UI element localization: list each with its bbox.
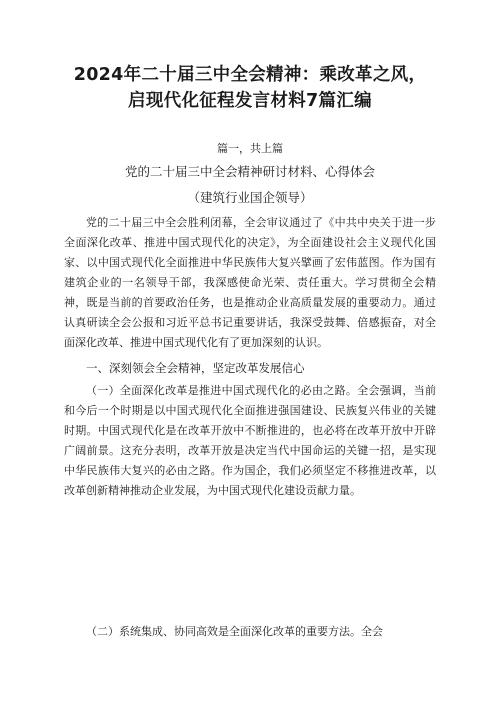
body-paragraph-1: 党的二十届三中全会胜利闭幕，全会审议通过了《中共中央关于进一步全面深化改革、推进中国式现代化的决定》，为全面建设社会主义现代化国家、以中国式现代化全面推进中华民族伟大复兴擘画了宏伟蓝图。作为国有建筑企业的一名领导干部，我深感使命光荣、责任重大。学习贯彻全会精神，既是当前的首要政治任务，也是推动企业高质量发展的重要动力。通过认真研读全会公报和习近平总书记重要讲话，我深受鼓舞、倍感振奋，对全面深化改革、推进中国式现代化有了更加深刻的认识。 xyxy=(64,216,436,349)
title-line-1: 2024年二十届三中全会精神：乘改革之风， xyxy=(73,65,427,85)
section-heading-1: 一、深刻领会全会精神，坚定改革发展信心 xyxy=(86,361,305,375)
document-title xyxy=(40,62,460,114)
subtitle-line-2: （建筑行业国企领导） xyxy=(187,190,313,205)
title-line-2: 启现代化征程发言材料7篇汇编 xyxy=(128,91,372,111)
section-tag: 篇一，共上篇 xyxy=(217,142,283,155)
body-paragraph-2: （一）全面深化改革是推进中国式现代化的必由之路。全会强调，当前和今后一个时期是以中国式现代化全面推进强国建设、民族复兴伟业的关键时期。中国式现代化是在改革开放中不断推进的，也必将在改革开放中开辟广阔前景。这充分表明，改革开放是决定当代中国命运的关键一招，是实现中华民族伟大复兴的必由之路。作为国企，我们必须坚定不移推进改革，以改革创新精神推动企业发展，为中国式现代化建设贡献力量。 xyxy=(64,384,436,497)
body-paragraph-3: （二）系统集成、协同高效是全面深化改革的重要方法。全会 xyxy=(86,625,383,638)
subtitle-line-1: 党的二十届三中全会精神研讨材料、心得体会 xyxy=(124,164,375,179)
